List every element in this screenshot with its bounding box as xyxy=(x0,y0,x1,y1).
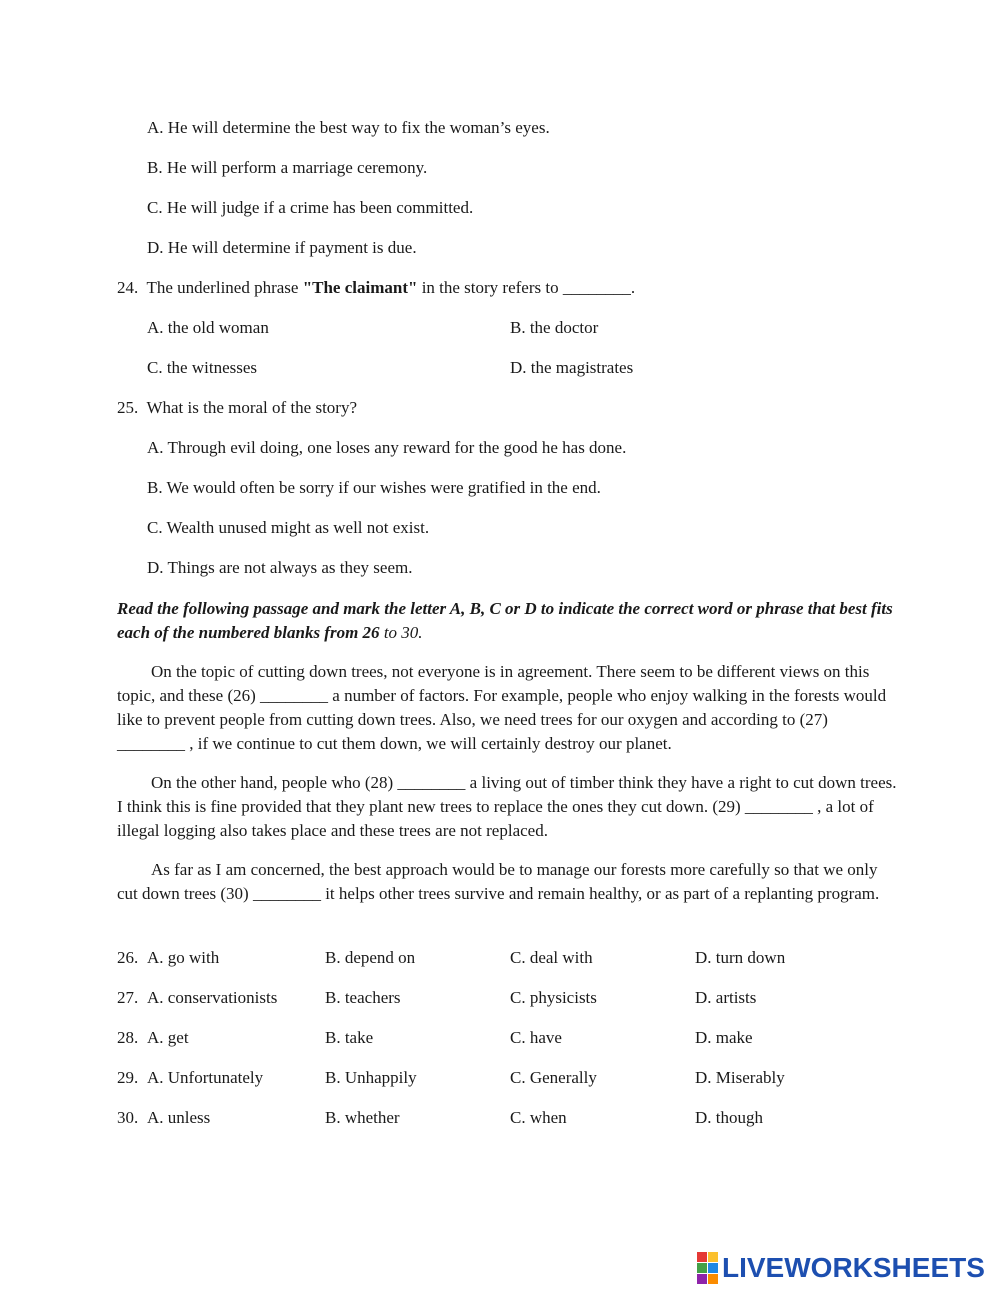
passage-paragraph-1 xyxy=(117,660,897,756)
q30-option-b[interactable]: B. whether xyxy=(325,1108,400,1127)
q27-option-b[interactable]: B. teachers xyxy=(325,988,401,1007)
liveworksheets-logo[interactable] xyxy=(697,1251,985,1285)
question-number: 29. xyxy=(117,1068,139,1087)
q23-option-b[interactable]: B. He will perform a marriage ceremony. xyxy=(147,158,428,177)
logo-block xyxy=(697,1263,707,1273)
q24-option-b[interactable]: B. the doctor xyxy=(510,318,599,337)
q27-option-d[interactable]: D. artists xyxy=(695,988,757,1007)
q26-option-a[interactable]: A. go with xyxy=(147,948,220,967)
section-instruction xyxy=(117,597,897,645)
question-number: 28. xyxy=(117,1028,139,1047)
logo-block xyxy=(708,1252,718,1262)
passage-paragraph-2 xyxy=(117,771,897,843)
q25-text: What is the moral of the story? xyxy=(146,398,358,417)
question-number: 30. xyxy=(117,1108,139,1127)
q24-text-after: in the story refers to ________. xyxy=(417,278,636,297)
q25-option-d[interactable]: D. Things are not always as they seem. xyxy=(147,558,413,577)
logo-text: LIVEWORKSHEETS xyxy=(722,1252,985,1283)
q25-option-a[interactable]: A. Through evil doing, one loses any reward for the good he has done. xyxy=(147,438,627,457)
q28-option-d[interactable]: D. make xyxy=(695,1028,753,1047)
question-number: 25. xyxy=(117,398,139,417)
logo-blocks-icon xyxy=(697,1252,718,1284)
passage-paragraph-3 xyxy=(117,858,897,906)
q24-option-c[interactable]: C. the witnesses xyxy=(147,358,258,377)
q28-option-a[interactable]: A. get xyxy=(147,1028,189,1047)
passage-text: As far as I am concerned, the best approach would be to manage our forests more carefully so that we only cut down trees (30) ________ it helps other trees survive and remain healthy, or as part of a replanting program. xyxy=(117,860,880,903)
q25-option-c[interactable]: C. Wealth unused might as well not exist. xyxy=(147,518,430,537)
q24-stem xyxy=(117,277,635,299)
passage-text: On the topic of cutting down trees, not everyone is in agreement. There seem to be different views on this topic, and these (26) ________ a number of factors. For example, people who enjoy walking in the forests would like to prevent people from cutting down trees. Also, we need trees for our oxygen and according to (27) ________ , if we continue to cut them down, we will certainly destroy our planet. xyxy=(117,662,887,753)
q24-text-before: The underlined phrase xyxy=(146,278,303,297)
q24-option-d[interactable]: D. the magistrates xyxy=(510,358,634,377)
q27-option-a[interactable]: A. conservationists xyxy=(147,988,278,1007)
logo-block xyxy=(697,1252,707,1262)
q30-option-a[interactable]: A. unless xyxy=(147,1108,211,1127)
instruction-main: Read the following passage and mark the letter A, B, C or D to indicate the correct word or phrase that best fits each of the numbered blanks from 26 xyxy=(117,599,893,642)
question-number: 24. xyxy=(117,278,139,297)
question-number: 26. xyxy=(117,948,139,967)
q23-option-c[interactable]: C. He will judge if a crime has been committed. xyxy=(147,198,474,217)
q28-option-c[interactable]: C. have xyxy=(510,1028,562,1047)
passage-text: On the other hand, people who (28) ________ a living out of timber think they have a right to cut down trees. I think this is fine provided that they plant new trees to replace the ones they cut down. (29) ________ , a lot of illegal logging also takes place and these trees are not replaced. xyxy=(117,773,897,840)
question-number: 27. xyxy=(117,988,139,1007)
q29-option-c[interactable]: C. Generally xyxy=(510,1068,597,1087)
logo-block xyxy=(708,1274,718,1284)
q25-stem xyxy=(117,397,357,419)
q23-option-d[interactable]: D. He will determine if payment is due. xyxy=(147,238,417,257)
instruction-tail: to 30. xyxy=(379,623,423,642)
q24-option-a[interactable]: A. the old woman xyxy=(147,318,269,337)
q26-option-b[interactable]: B. depend on xyxy=(325,948,416,967)
q28-option-b[interactable]: B. take xyxy=(325,1028,374,1047)
q25-option-b[interactable]: B. We would often be sorry if our wishes were gratified in the end. xyxy=(147,478,601,497)
q26-option-c[interactable]: C. deal with xyxy=(510,948,593,967)
q29-option-b[interactable]: B. Unhappily xyxy=(325,1068,417,1087)
q30-option-d[interactable]: D. though xyxy=(695,1108,763,1127)
q27-option-c[interactable]: C. physicists xyxy=(510,988,597,1007)
q26-option-d[interactable]: D. turn down xyxy=(695,948,786,967)
q23-option-a[interactable]: A. He will determine the best way to fix the woman’s eyes. xyxy=(147,118,550,137)
logo-block xyxy=(697,1274,707,1284)
q29-option-d[interactable]: D. Miserably xyxy=(695,1068,785,1087)
logo-block xyxy=(708,1263,718,1273)
q30-option-c[interactable]: C. when xyxy=(510,1108,567,1127)
q24-phrase: "The claimant" xyxy=(302,278,418,297)
q29-option-a[interactable]: A. Unfortunately xyxy=(147,1068,264,1087)
